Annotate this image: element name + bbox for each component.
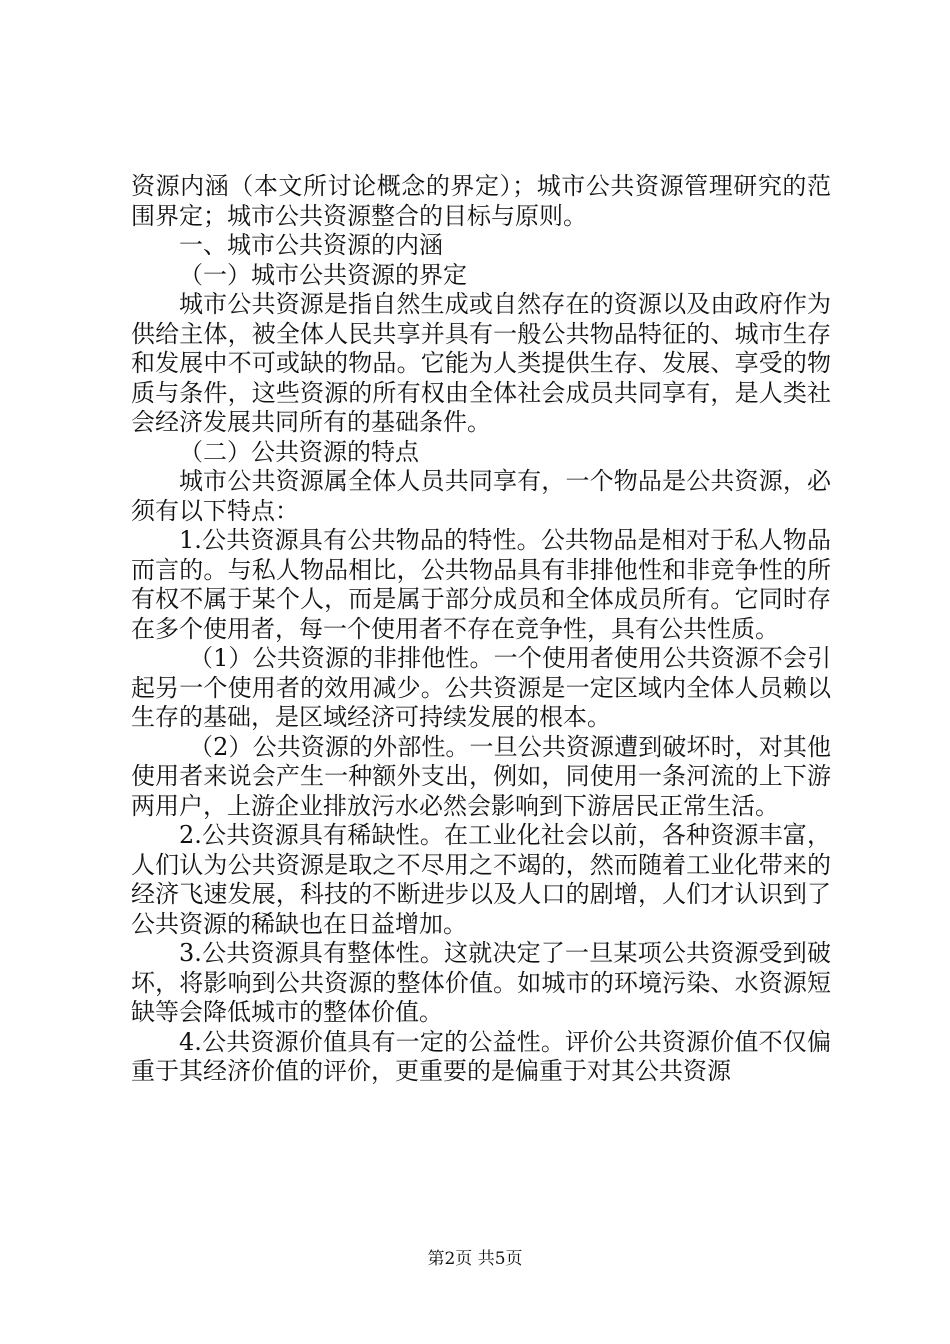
- paragraph-continuation: 资源内涵（本文所讨论概念的界定）；城市公共资源管理研究的范围界定；城市公共资源整合的目标与原则。: [131, 172, 831, 230]
- page-number: 第2页: [427, 1249, 473, 1269]
- paragraph-feature-1-sub-1: （1）公共资源的非排他性。一个使用者使用公共资源不会引起另一个使用者的效用减少。公共资源是一定区域内全体人员赖以生存的基础，是区域经济可持续发展的根本。: [131, 644, 831, 731]
- paragraph-feature-2: 2.公共资源具有稀缺性。在工业化社会以前，各种资源丰富，人们认为公共资源是取之不尽用之不竭的，然而随着工业化带来的经济飞速发展，科技的不断进步以及人口的剧增，人们才认识到了公共资源的稀缺也在日益增加。: [131, 821, 831, 938]
- subsection-heading-2: （二）公共资源的特点: [179, 437, 419, 466]
- page-footer: [0, 1244, 950, 1269]
- paragraph-feature-1-sub-2: （2）公共资源的外部性。一旦公共资源遭到破坏时，对其他使用者来说会产生一种额外支出，例如，同使用一条河流的上下游两用户，上游企业排放污水必然会影响到下游居民正常生活。: [131, 732, 831, 820]
- page-total: 共5页: [477, 1249, 523, 1269]
- paragraph-definition: 城市公共资源是指自然生成或自然存在的资源以及由政府作为供给主体，被全体人民共享并具有一般公共物品特征的、城市生存和发展中不可或缺的物品。它能为人类提供生存、发展、享受的物质与条件，这些资源的所有权由全体社会成员共同享有，是人类社会经济发展共同所有的基础条件。: [131, 290, 831, 436]
- paragraph-feature-4: 4.公共资源价值具有一定的公益性。评价公共资源价值不仅偏重于其经济价值的评价，更重要的是偏重于对其公共资源: [131, 1027, 831, 1085]
- document-body: [131, 172, 831, 1087]
- paragraph-feature-1: 1.公共资源具有公共物品的特性。公共物品是相对于私人物品而言的。与私人物品相比，公共物品具有非排他性和非竞争性的所有权不属于某个人，而是属于部分成员和全体成员所有。它同时存在多个使用者，每一个使用者不存在竞争性，具有公共性质。: [131, 526, 831, 643]
- paragraph-features-intro: 城市公共资源属全体人员共同享有，一个物品是公共资源，必须有以下特点：: [131, 467, 831, 525]
- section-heading-1: 一、城市公共资源的内涵: [179, 231, 443, 259]
- subsection-heading-1: （一）城市公共资源的界定: [179, 260, 467, 289]
- paragraph-feature-3: 3.公共资源具有整体性。这就决定了一旦某项公共资源受到破坏，将影响到公共资源的整体价值。如城市的环境污染、水资源短缺等会降低城市的整体价值。: [131, 939, 831, 1026]
